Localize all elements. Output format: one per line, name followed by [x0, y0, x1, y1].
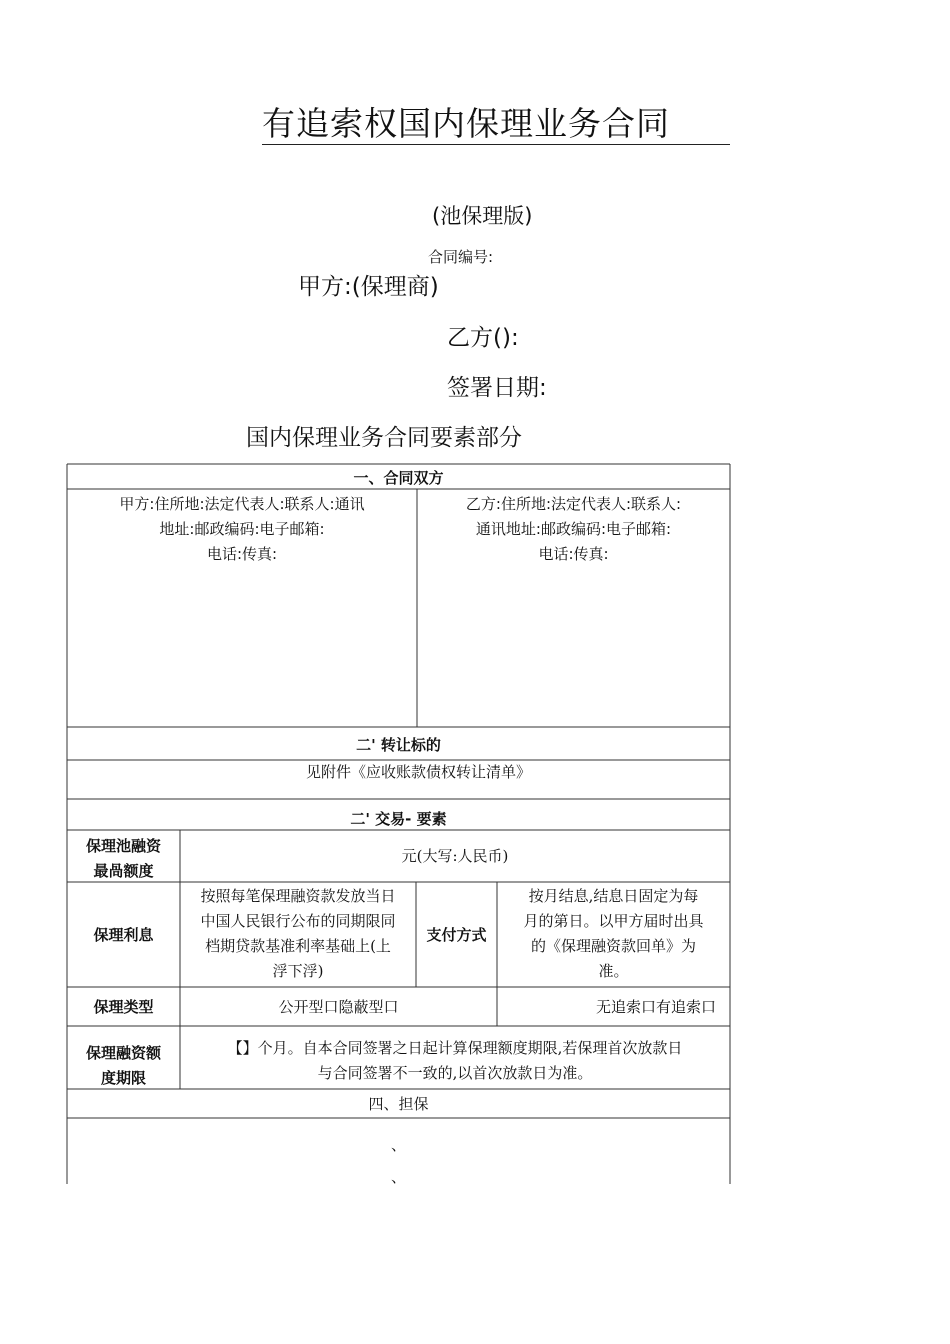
sign-date-line: 签署日期:	[447, 375, 547, 401]
party-b-line: 乙方():	[447, 325, 519, 351]
factoring-type-label: 保理类型	[93, 998, 154, 1016]
party-a-info-line: 甲方:住所地:法定代表人:联系人:通讯	[119, 495, 365, 513]
guarantee-mark: 、	[390, 1136, 406, 1154]
interest-value-line: 浮下浮)	[272, 962, 324, 980]
financing-period-label	[67, 1041, 180, 1091]
elements-section-title: 国内保理业务合同要素部分	[246, 425, 522, 451]
party-b-info-line: 通讯地址:邮政编码:电子邮箱:	[475, 520, 672, 538]
party-a-line: 甲方:(保理商)	[298, 274, 439, 300]
payment-method-value	[499, 884, 728, 984]
guarantee-mark: 、	[390, 1168, 406, 1186]
financing-period-value	[180, 1036, 730, 1086]
financing-period-line: 【】个月。自本合同签署之日起计算保理额度期限,若保理首次放款日	[227, 1039, 683, 1057]
party-a-info-line: 地址:邮政编码:电子邮箱:	[159, 520, 325, 538]
payment-method-line: 准。	[598, 962, 629, 980]
party-b-info-line: 乙方:住所地:法定代表人:联系人:	[465, 495, 682, 513]
interest-label: 保理利息	[93, 926, 154, 944]
factoring-type-disclosure: 公开型口隐蔽型口	[278, 998, 399, 1016]
contract-number-label: 合同编号:	[428, 248, 494, 266]
payment-method-line: 的《保理融资款回单》为	[530, 937, 696, 955]
section-2-title: 二' 转让标的	[356, 736, 441, 754]
financing-period-label-line: 保理融资额	[85, 1044, 161, 1062]
max-amount-label-line: 保理池融资	[85, 837, 161, 855]
max-amount-label	[67, 834, 180, 884]
max-amount-label-line: 最咼额度	[93, 862, 154, 880]
document-title: 有追索权国内保理业务合同	[262, 104, 730, 145]
section-1-title: 一、合同双方	[353, 469, 444, 487]
party-a-info-line: 电话:传真:	[206, 545, 278, 563]
factoring-type-recourse: 无追索口有追索口	[595, 998, 716, 1016]
interest-value-line: 档期贷款基准利率基础上(上	[205, 937, 391, 955]
financing-period-line: 与合同签署不一致的,以首次放款日为准。	[317, 1064, 593, 1082]
party-b-info	[420, 492, 727, 567]
financing-period-label-line: 度期限	[100, 1069, 146, 1087]
payment-method-label: 支付方式	[426, 926, 487, 944]
interest-value-line: 中国人民银行公布的同期限同	[200, 912, 396, 930]
interest-value	[182, 884, 414, 984]
payment-method-line: 月的第日。以甲方届时出具	[523, 912, 704, 930]
interest-value-line: 按照每笔保理融资款发放当日	[200, 887, 396, 905]
party-a-info	[70, 492, 414, 567]
payment-method-line: 按月结息,结息日固定为每	[528, 887, 699, 905]
party-b-info-line: 电话:传真:	[538, 545, 609, 563]
transfer-subject: 见附件《应收账款债权转让清单》	[305, 763, 531, 781]
section-4-title: 四、担保	[368, 1095, 429, 1113]
max-amount-value: 元(大写:人民币)	[401, 847, 509, 865]
section-3-title: 二' 交易- 要素	[350, 810, 447, 828]
document-subtitle: (池保理版)	[432, 204, 533, 228]
